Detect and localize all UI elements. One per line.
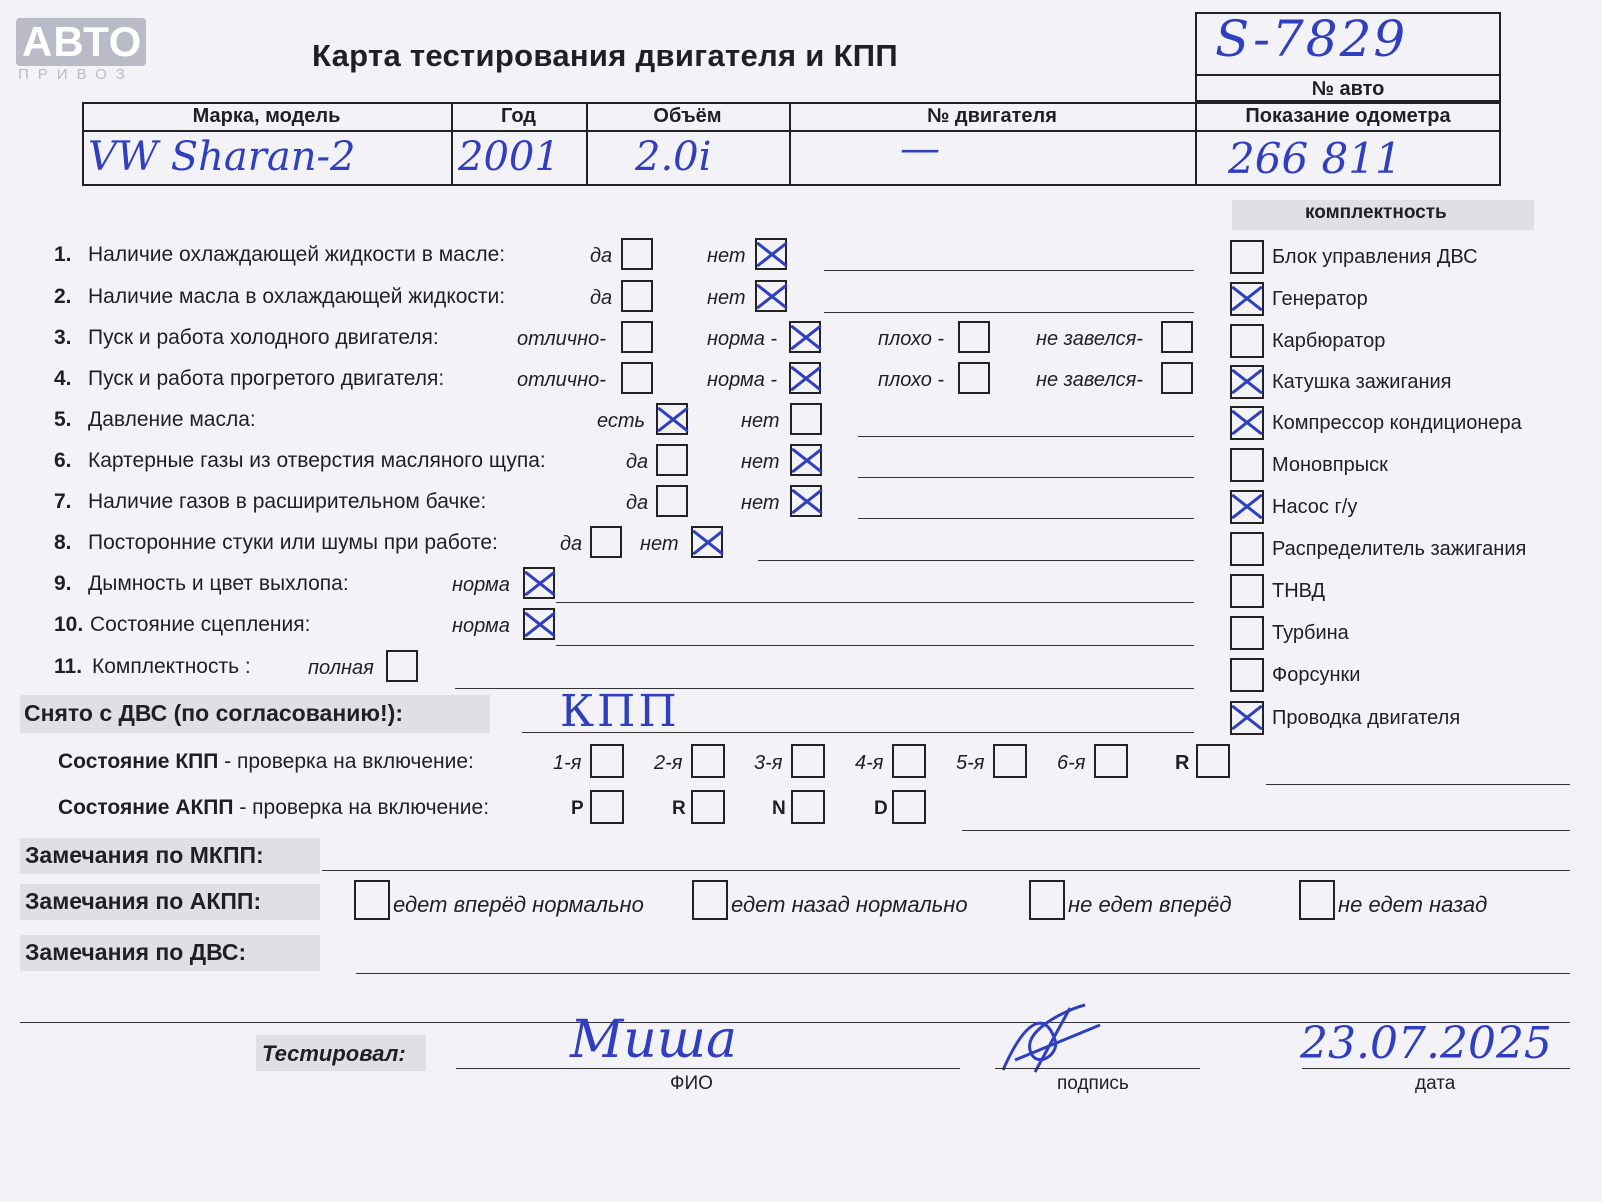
komplekt-item-label: Генератор — [1272, 288, 1368, 310]
header-value-odometer: 266 811 — [1228, 134, 1402, 183]
checkbox-q3-no-start[interactable] — [1161, 321, 1193, 353]
option-label: нет — [741, 492, 780, 514]
question-number: 9. — [54, 572, 72, 595]
checkbox-q3-normal[interactable] — [789, 321, 821, 353]
option-label: нет — [741, 410, 780, 432]
akpp-label-rest: - проверка на включение: — [233, 796, 490, 819]
checkbox-q4-bad[interactable] — [958, 362, 990, 394]
option-label: отлично- — [517, 328, 606, 350]
checkbox-q6-yes[interactable] — [656, 444, 688, 476]
header-label-odometer: Показание одометра — [1245, 105, 1451, 127]
option-label: норма - — [707, 328, 778, 350]
checkbox-q8-no[interactable] — [691, 526, 723, 558]
mode-label: N — [772, 798, 786, 819]
option-label: отлично- — [517, 369, 606, 391]
auto-number-value: S-7829 — [1215, 10, 1408, 68]
question-number: 4. — [54, 367, 72, 390]
checkbox-q8-yes[interactable] — [590, 526, 622, 558]
date-value: 23.07.2025 — [1300, 1018, 1552, 1069]
checkbox-komplekt-item[interactable] — [1230, 282, 1264, 316]
header-value-year: 2001 — [458, 134, 560, 180]
remark-akpp-label: Замечания по АКПП: — [25, 888, 262, 914]
header-label-year: Год — [501, 105, 536, 127]
komplekt-item-label: Форсунки — [1272, 664, 1361, 686]
option-label: плохо - — [878, 369, 945, 391]
gear-label: 3-я — [754, 752, 783, 774]
komplekt-item-label: Турбина — [1272, 622, 1349, 644]
gear-label: 5-я — [956, 752, 985, 774]
checkbox-mode-n[interactable] — [791, 790, 825, 824]
question-number: 10. — [54, 613, 84, 636]
checkbox-gear-2[interactable] — [691, 744, 725, 778]
kpp-label-rest: - проверка на включение: — [218, 750, 474, 773]
auto-number-divider — [1195, 74, 1501, 76]
question-text: Давление масла: — [88, 408, 256, 431]
option-label: да — [590, 245, 613, 267]
name-line — [456, 1068, 960, 1069]
answer-line — [858, 436, 1194, 437]
checkbox-gear-3[interactable] — [791, 744, 825, 778]
akpp-option-label: едет вперёд нормально — [393, 892, 644, 917]
checkbox-gear-5[interactable] — [993, 744, 1027, 778]
checkbox-q11-full[interactable] — [386, 650, 418, 682]
option-label: да — [590, 287, 613, 309]
checkbox-mode-r[interactable] — [691, 790, 725, 824]
answer-line — [556, 602, 1194, 603]
date-line — [1302, 1068, 1570, 1069]
question-number: 3. — [54, 326, 72, 349]
checkbox-q5-no[interactable] — [790, 403, 822, 435]
answer-line — [962, 830, 1570, 831]
auto-number-label: № авто — [1311, 78, 1385, 100]
answer-line — [824, 312, 1194, 313]
checkbox-q6-no[interactable] — [790, 444, 822, 476]
komplekt-item-label: Моновпрыск — [1272, 454, 1388, 476]
checkbox-q4-no-start[interactable] — [1161, 362, 1193, 394]
checkbox-q4-normal[interactable] — [789, 362, 821, 394]
fio-caption: ФИО — [670, 1073, 713, 1094]
tested-label: Тестировал: — [262, 1041, 406, 1066]
option-label: да — [626, 492, 649, 514]
checkbox-gear-1[interactable] — [590, 744, 624, 778]
checkbox-akpp-back-ok[interactable] — [692, 880, 728, 920]
checkbox-gear-6[interactable] — [1094, 744, 1128, 778]
logo-text: АВТО — [22, 18, 143, 65]
checkbox-komplekt-item[interactable] — [1230, 658, 1264, 692]
question-number: 6. — [54, 449, 72, 472]
checkbox-q7-yes[interactable] — [656, 485, 688, 517]
komplekt-item-label: Компрессор кондиционера — [1272, 412, 1522, 434]
mode-label: D — [874, 798, 888, 819]
page-title: Карта тестирования двигателя и КПП — [312, 38, 898, 73]
header-value-engine-number: — — [900, 126, 940, 172]
checkbox-q3-excellent[interactable] — [621, 321, 653, 353]
option-label: не завелся- — [1036, 328, 1143, 350]
option-label: нет — [707, 245, 746, 267]
logo-subtext: ПРИВОЗ — [18, 66, 134, 83]
komplekt-item-label: Блок управления ДВС — [1272, 246, 1478, 268]
question-text: Пуск и работа холодного двигателя: — [88, 326, 439, 349]
question-text: Посторонние стуки или шумы при работе: — [88, 531, 498, 554]
question-text: Пуск и работа прогретого двигателя: — [88, 367, 445, 390]
question-number: 5. — [54, 408, 72, 431]
checkbox-komplekt-item[interactable] — [1230, 616, 1264, 650]
option-label: да — [626, 451, 649, 473]
checkbox-akpp-forward-ok[interactable] — [354, 880, 390, 920]
answer-line — [556, 645, 1194, 646]
header-label-model: Марка, модель — [192, 105, 341, 127]
checkbox-mode-d[interactable] — [892, 790, 926, 824]
komplekt-title: комплектность — [1305, 202, 1447, 223]
gear-label: 2-я — [654, 752, 683, 774]
tester-name: Миша — [570, 1010, 737, 1070]
checkbox-q9-normal[interactable] — [523, 567, 555, 599]
question-text: Картерные газы из отверстия масляного щупа: — [88, 449, 546, 472]
header-table-row-divider — [82, 130, 1501, 132]
checkbox-komplekt-item[interactable] — [1230, 365, 1264, 399]
question-text: Дымность и цвет выхлопа: — [88, 572, 349, 595]
option-label: норма — [452, 574, 510, 596]
komplekt-item-label: Насос г/у — [1272, 496, 1358, 518]
answer-line — [1266, 784, 1570, 785]
checkbox-q10-normal[interactable] — [523, 608, 555, 640]
checkbox-q2-yes[interactable] — [621, 280, 653, 312]
checkbox-gear-4[interactable] — [892, 744, 926, 778]
remark-mkpp-label: Замечания по МКПП: — [25, 842, 264, 868]
akpp-option-label: не едет вперёд — [1068, 892, 1232, 917]
gear-label: 1-я — [553, 752, 582, 774]
question-number: 8. — [54, 531, 72, 554]
option-label: норма - — [707, 369, 778, 391]
option-label: да — [560, 533, 583, 555]
question-text: Наличие масла в охлаждающей жидкости: — [88, 285, 506, 308]
checkbox-akpp-no-back[interactable] — [1299, 880, 1335, 920]
akpp-option-label: не едет назад — [1338, 892, 1488, 917]
question-text: Наличие охлаждающей жидкости в масле: — [88, 243, 506, 266]
answer-line — [522, 732, 1194, 733]
answer-line — [858, 518, 1194, 519]
checkbox-q5-yes[interactable] — [656, 403, 688, 435]
kpp-label — [58, 750, 474, 774]
answer-line — [758, 560, 1194, 561]
header-label-volume: Объём — [653, 105, 722, 127]
option-label: нет — [707, 287, 746, 309]
signature-caption: подпись — [1057, 1073, 1129, 1094]
option-label: не завелся- — [1036, 369, 1143, 391]
question-number: 2. — [54, 285, 72, 308]
question-text: Состояние сцепления: — [90, 613, 311, 636]
date-caption: дата — [1415, 1073, 1456, 1094]
remark-dvs-label: Замечания по ДВС: — [25, 939, 247, 965]
checkbox-komplekt-item[interactable] — [1230, 574, 1264, 608]
checkbox-komplekt-item[interactable] — [1230, 324, 1264, 358]
option-label: есть — [597, 410, 646, 432]
komplekt-item-label: Катушка зажигания — [1272, 371, 1452, 393]
komplekt-item-label: Карбюратор — [1272, 330, 1386, 352]
akpp-option-label: едет назад нормально — [731, 892, 968, 917]
header-value-volume: 2.0i — [635, 134, 712, 180]
mode-label: R — [672, 798, 686, 819]
checkbox-q1-no[interactable] — [755, 238, 787, 270]
gear-label: R — [1175, 752, 1190, 774]
option-label: нет — [640, 533, 679, 555]
checkbox-q1-yes[interactable] — [621, 238, 653, 270]
question-text: Комплектность : — [92, 655, 251, 678]
checkbox-q3-bad[interactable] — [958, 321, 990, 353]
gear-label: 6-я — [1057, 752, 1086, 774]
checkbox-komplekt-item[interactable] — [1230, 701, 1264, 735]
checkbox-komplekt-item[interactable] — [1230, 532, 1264, 566]
option-label: плохо - — [878, 328, 945, 350]
header-label-engine-number: № двигателя — [927, 105, 1057, 127]
checkbox-q7-no[interactable] — [790, 485, 822, 517]
checkbox-gear-r[interactable] — [1196, 744, 1230, 778]
option-label: нет — [741, 451, 780, 473]
komplekt-item-label: Проводка двигателя — [1272, 707, 1461, 729]
checkbox-q4-excellent[interactable] — [621, 362, 653, 394]
header-value-model: VW Sharan-2 — [88, 134, 356, 180]
answer-line — [858, 477, 1194, 478]
option-label: норма — [452, 615, 510, 637]
removed-value: КПП — [560, 686, 680, 737]
answer-line — [356, 973, 1570, 974]
question-number: 11. — [54, 655, 83, 678]
gear-label: 4-я — [855, 752, 884, 774]
checkbox-komplekt-item[interactable] — [1230, 490, 1264, 524]
question-text: Наличие газов в расширительном бачке: — [88, 490, 487, 513]
checkbox-akpp-no-forward[interactable] — [1029, 880, 1065, 920]
akpp-label — [58, 796, 489, 820]
komplekt-item-label: Распределитель зажигания — [1272, 538, 1527, 560]
checkbox-mode-p[interactable] — [590, 790, 624, 824]
option-label: полная — [308, 657, 374, 679]
mode-label: P — [571, 798, 584, 819]
checkbox-komplekt-item[interactable] — [1230, 406, 1264, 440]
signature-line — [995, 1068, 1200, 1069]
checkbox-komplekt-item[interactable] — [1230, 240, 1264, 274]
checkbox-komplekt-item[interactable] — [1230, 448, 1264, 482]
answer-line — [322, 870, 1570, 871]
kpp-label-bold: Состояние КПП — [58, 750, 219, 773]
removed-label: Снято с ДВС (по согласованию!): — [24, 700, 403, 726]
komplekt-item-label: ТНВД — [1272, 580, 1326, 602]
answer-line — [824, 270, 1194, 271]
checkbox-q2-no[interactable] — [755, 280, 787, 312]
akpp-label-bold: Состояние АКПП — [58, 796, 234, 819]
question-number: 7. — [54, 490, 72, 513]
question-number: 1. — [54, 243, 72, 266]
